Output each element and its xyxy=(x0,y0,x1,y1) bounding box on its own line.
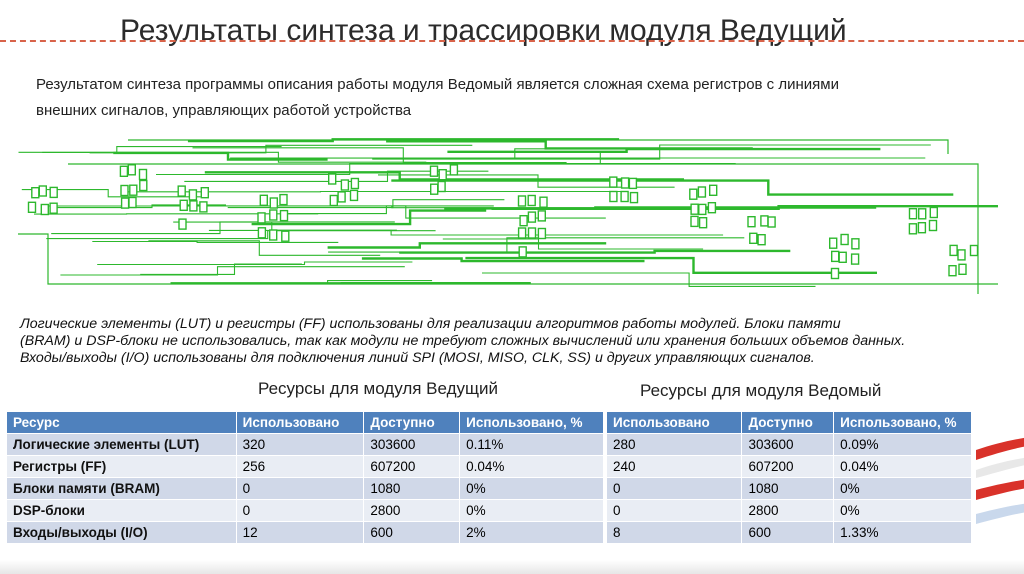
register-block xyxy=(50,187,57,197)
table-row xyxy=(7,522,604,544)
table-cell: 1.33% xyxy=(834,522,972,544)
table-cell: 280 xyxy=(607,434,742,456)
register-block xyxy=(528,196,535,206)
register-block xyxy=(341,180,348,190)
register-block xyxy=(959,264,966,274)
table-cell: 0% xyxy=(460,478,604,500)
table-row xyxy=(607,456,972,478)
register-block xyxy=(700,218,707,228)
table-cell: 607200 xyxy=(364,456,460,478)
table-cell: 600 xyxy=(364,522,460,544)
table-cell: 2800 xyxy=(742,500,834,522)
register-block xyxy=(839,252,846,262)
register-block xyxy=(282,231,289,241)
table-row xyxy=(7,434,604,456)
resource-name: DSP-блоки xyxy=(7,500,237,522)
register-block xyxy=(610,177,617,187)
table-cell: 320 xyxy=(236,434,364,456)
register-block xyxy=(950,245,957,255)
header-cell: Ресурс xyxy=(7,412,237,434)
table-cell: 0 xyxy=(607,478,742,500)
register-block xyxy=(439,170,446,180)
intro-line-1: Результатом синтеза программы описания работы модуля Ведомый является сложная схема регистров с линиями xyxy=(36,76,839,93)
register-block xyxy=(852,239,859,249)
register-block xyxy=(918,223,925,233)
table-cell: 0% xyxy=(834,500,972,522)
register-block xyxy=(832,251,839,261)
register-block xyxy=(631,193,638,203)
register-block xyxy=(270,198,277,208)
table-cell: 0.11% xyxy=(460,434,604,456)
register-block xyxy=(519,247,526,257)
table-row xyxy=(607,500,972,522)
table-cell: 2800 xyxy=(364,500,460,522)
schematic-wire xyxy=(60,267,404,275)
intro-text xyxy=(36,72,996,124)
register-block xyxy=(140,170,147,180)
table-cell: 0 xyxy=(607,500,742,522)
register-block xyxy=(258,228,265,238)
register-block xyxy=(351,190,358,200)
table-row xyxy=(7,456,604,478)
register-block xyxy=(330,196,337,206)
schematic-wire xyxy=(92,242,338,243)
table-row xyxy=(7,500,604,522)
schematic-wire xyxy=(22,190,201,197)
register-block xyxy=(258,213,265,223)
register-block xyxy=(519,196,526,206)
register-block xyxy=(919,209,926,219)
register-block xyxy=(540,197,547,207)
register-block xyxy=(748,217,755,227)
register-block xyxy=(41,205,48,215)
table-row xyxy=(607,434,972,456)
register-block xyxy=(761,216,768,226)
register-block xyxy=(691,216,698,226)
register-block xyxy=(750,233,757,243)
register-block xyxy=(710,185,717,195)
register-block xyxy=(200,202,207,212)
table-cell: 0 xyxy=(236,500,364,522)
table-cell: 0.04% xyxy=(834,456,972,478)
register-block xyxy=(971,246,978,256)
register-block xyxy=(698,187,705,197)
register-block xyxy=(351,179,358,189)
register-block xyxy=(699,204,706,214)
header-cell: Использовано, % xyxy=(834,412,972,434)
table-cell: 0% xyxy=(460,500,604,522)
register-block xyxy=(431,184,438,194)
register-block xyxy=(520,216,527,226)
header-cell: Использовано, % xyxy=(460,412,604,434)
desc-line-2: (BRAM) и DSP-блоки не использовались, так как модули не требуют сложных вычислений или хранения больших объемов данных. xyxy=(20,333,906,349)
register-block xyxy=(130,185,137,195)
table-cell: 1080 xyxy=(364,478,460,500)
register-block xyxy=(129,198,136,208)
register-block xyxy=(29,202,36,212)
schematic-wire xyxy=(97,262,412,265)
register-block xyxy=(281,211,288,221)
register-block xyxy=(180,200,187,210)
decorative-swoosh xyxy=(976,430,1024,550)
master-resources-table xyxy=(6,411,604,544)
register-block xyxy=(930,221,937,231)
register-block xyxy=(528,212,535,222)
register-block xyxy=(519,228,526,238)
register-block xyxy=(930,208,937,218)
table-row xyxy=(607,478,972,500)
register-block xyxy=(189,190,196,200)
register-block xyxy=(260,195,267,205)
resource-name: Логические элементы (LUT) xyxy=(7,434,237,456)
register-block xyxy=(140,181,147,191)
table-cell: 240 xyxy=(607,456,742,478)
register-schematic-diagram xyxy=(8,134,1008,304)
register-block xyxy=(949,266,956,276)
table-cell: 8 xyxy=(607,522,742,544)
register-block xyxy=(529,228,536,238)
table-cell: 0.04% xyxy=(460,456,604,478)
schematic-wire xyxy=(113,153,327,160)
desc-line-1: Логические элементы (LUT) и регистры (FF) использованы для реализации алгоритмов работы модулей. Блоки памяти xyxy=(20,316,841,332)
table-header-row xyxy=(607,412,972,434)
register-block xyxy=(121,186,128,196)
master-table-caption: Ресурсы для модуля Ведущий xyxy=(258,379,499,398)
slide-title: Результаты синтеза и трассировки модуля Ведущий xyxy=(120,14,847,47)
register-block xyxy=(852,254,859,264)
table-cell: 600 xyxy=(742,522,834,544)
schematic-wire xyxy=(399,251,790,253)
slave-resources-table xyxy=(606,411,972,544)
register-block xyxy=(39,186,46,196)
table-row xyxy=(607,522,972,544)
register-block xyxy=(629,178,636,188)
register-block xyxy=(610,192,617,202)
desc-line-3: Входы/выходы (I/O) использованы для подключения линий SPI (MOSI, MISO, CLK, SS) и других управляющих сигналов. xyxy=(20,350,815,366)
register-block xyxy=(691,204,698,214)
register-block xyxy=(431,166,438,176)
register-block xyxy=(438,182,445,192)
register-block xyxy=(270,230,277,240)
register-block xyxy=(450,165,457,175)
register-block xyxy=(338,192,345,202)
register-block xyxy=(910,209,917,219)
slide-bottom-edge xyxy=(0,560,1024,574)
register-block xyxy=(538,211,545,221)
table-cell: 0 xyxy=(236,478,364,500)
register-block xyxy=(122,198,129,208)
table-cell: 1080 xyxy=(742,478,834,500)
register-block xyxy=(909,224,916,234)
register-block xyxy=(270,210,277,220)
register-block xyxy=(190,201,197,211)
title-divider xyxy=(0,40,1024,42)
register-block xyxy=(32,188,39,198)
register-block xyxy=(830,238,837,248)
register-block xyxy=(832,269,839,279)
register-block xyxy=(958,250,965,260)
table-row xyxy=(7,478,604,500)
slave-table-caption: Ресурсы для модуля Ведомый xyxy=(640,381,882,400)
register-block xyxy=(841,235,848,245)
register-block xyxy=(128,165,135,175)
table-cell: 2% xyxy=(460,522,604,544)
resource-description xyxy=(20,316,1010,367)
table-cell: 256 xyxy=(236,456,364,478)
register-block xyxy=(178,186,185,196)
table-header-row xyxy=(7,412,604,434)
register-block xyxy=(50,203,57,213)
register-block xyxy=(690,189,697,199)
table-cell: 0.09% xyxy=(834,434,972,456)
table-cell: 0% xyxy=(834,478,972,500)
register-block xyxy=(768,217,775,227)
header-cell: Доступно xyxy=(742,412,834,434)
register-block xyxy=(329,174,336,184)
register-block xyxy=(179,219,186,229)
header-cell: Доступно xyxy=(364,412,460,434)
register-block xyxy=(538,229,545,239)
register-block xyxy=(621,192,628,202)
intro-line-2: внешних сигналов, управляющих работой устройства xyxy=(36,102,412,119)
resource-name: Регистры (FF) xyxy=(7,456,237,478)
resource-name: Блоки памяти (BRAM) xyxy=(7,478,237,500)
register-block xyxy=(758,235,765,245)
schematic-wire xyxy=(46,231,435,239)
header-cell: Использовано xyxy=(236,412,364,434)
register-block xyxy=(622,178,629,188)
register-block xyxy=(708,203,715,213)
register-block xyxy=(120,166,127,176)
register-block xyxy=(201,188,208,198)
table-cell: 12 xyxy=(236,522,364,544)
table-cell: 303600 xyxy=(742,434,834,456)
resource-name: Входы/выходы (I/O) xyxy=(7,522,237,544)
header-cell: Использовано xyxy=(607,412,742,434)
register-block xyxy=(280,195,287,205)
schematic-wire xyxy=(140,264,302,274)
table-cell: 303600 xyxy=(364,434,460,456)
schematic-wire xyxy=(328,243,607,247)
table-cell: 607200 xyxy=(742,456,834,478)
